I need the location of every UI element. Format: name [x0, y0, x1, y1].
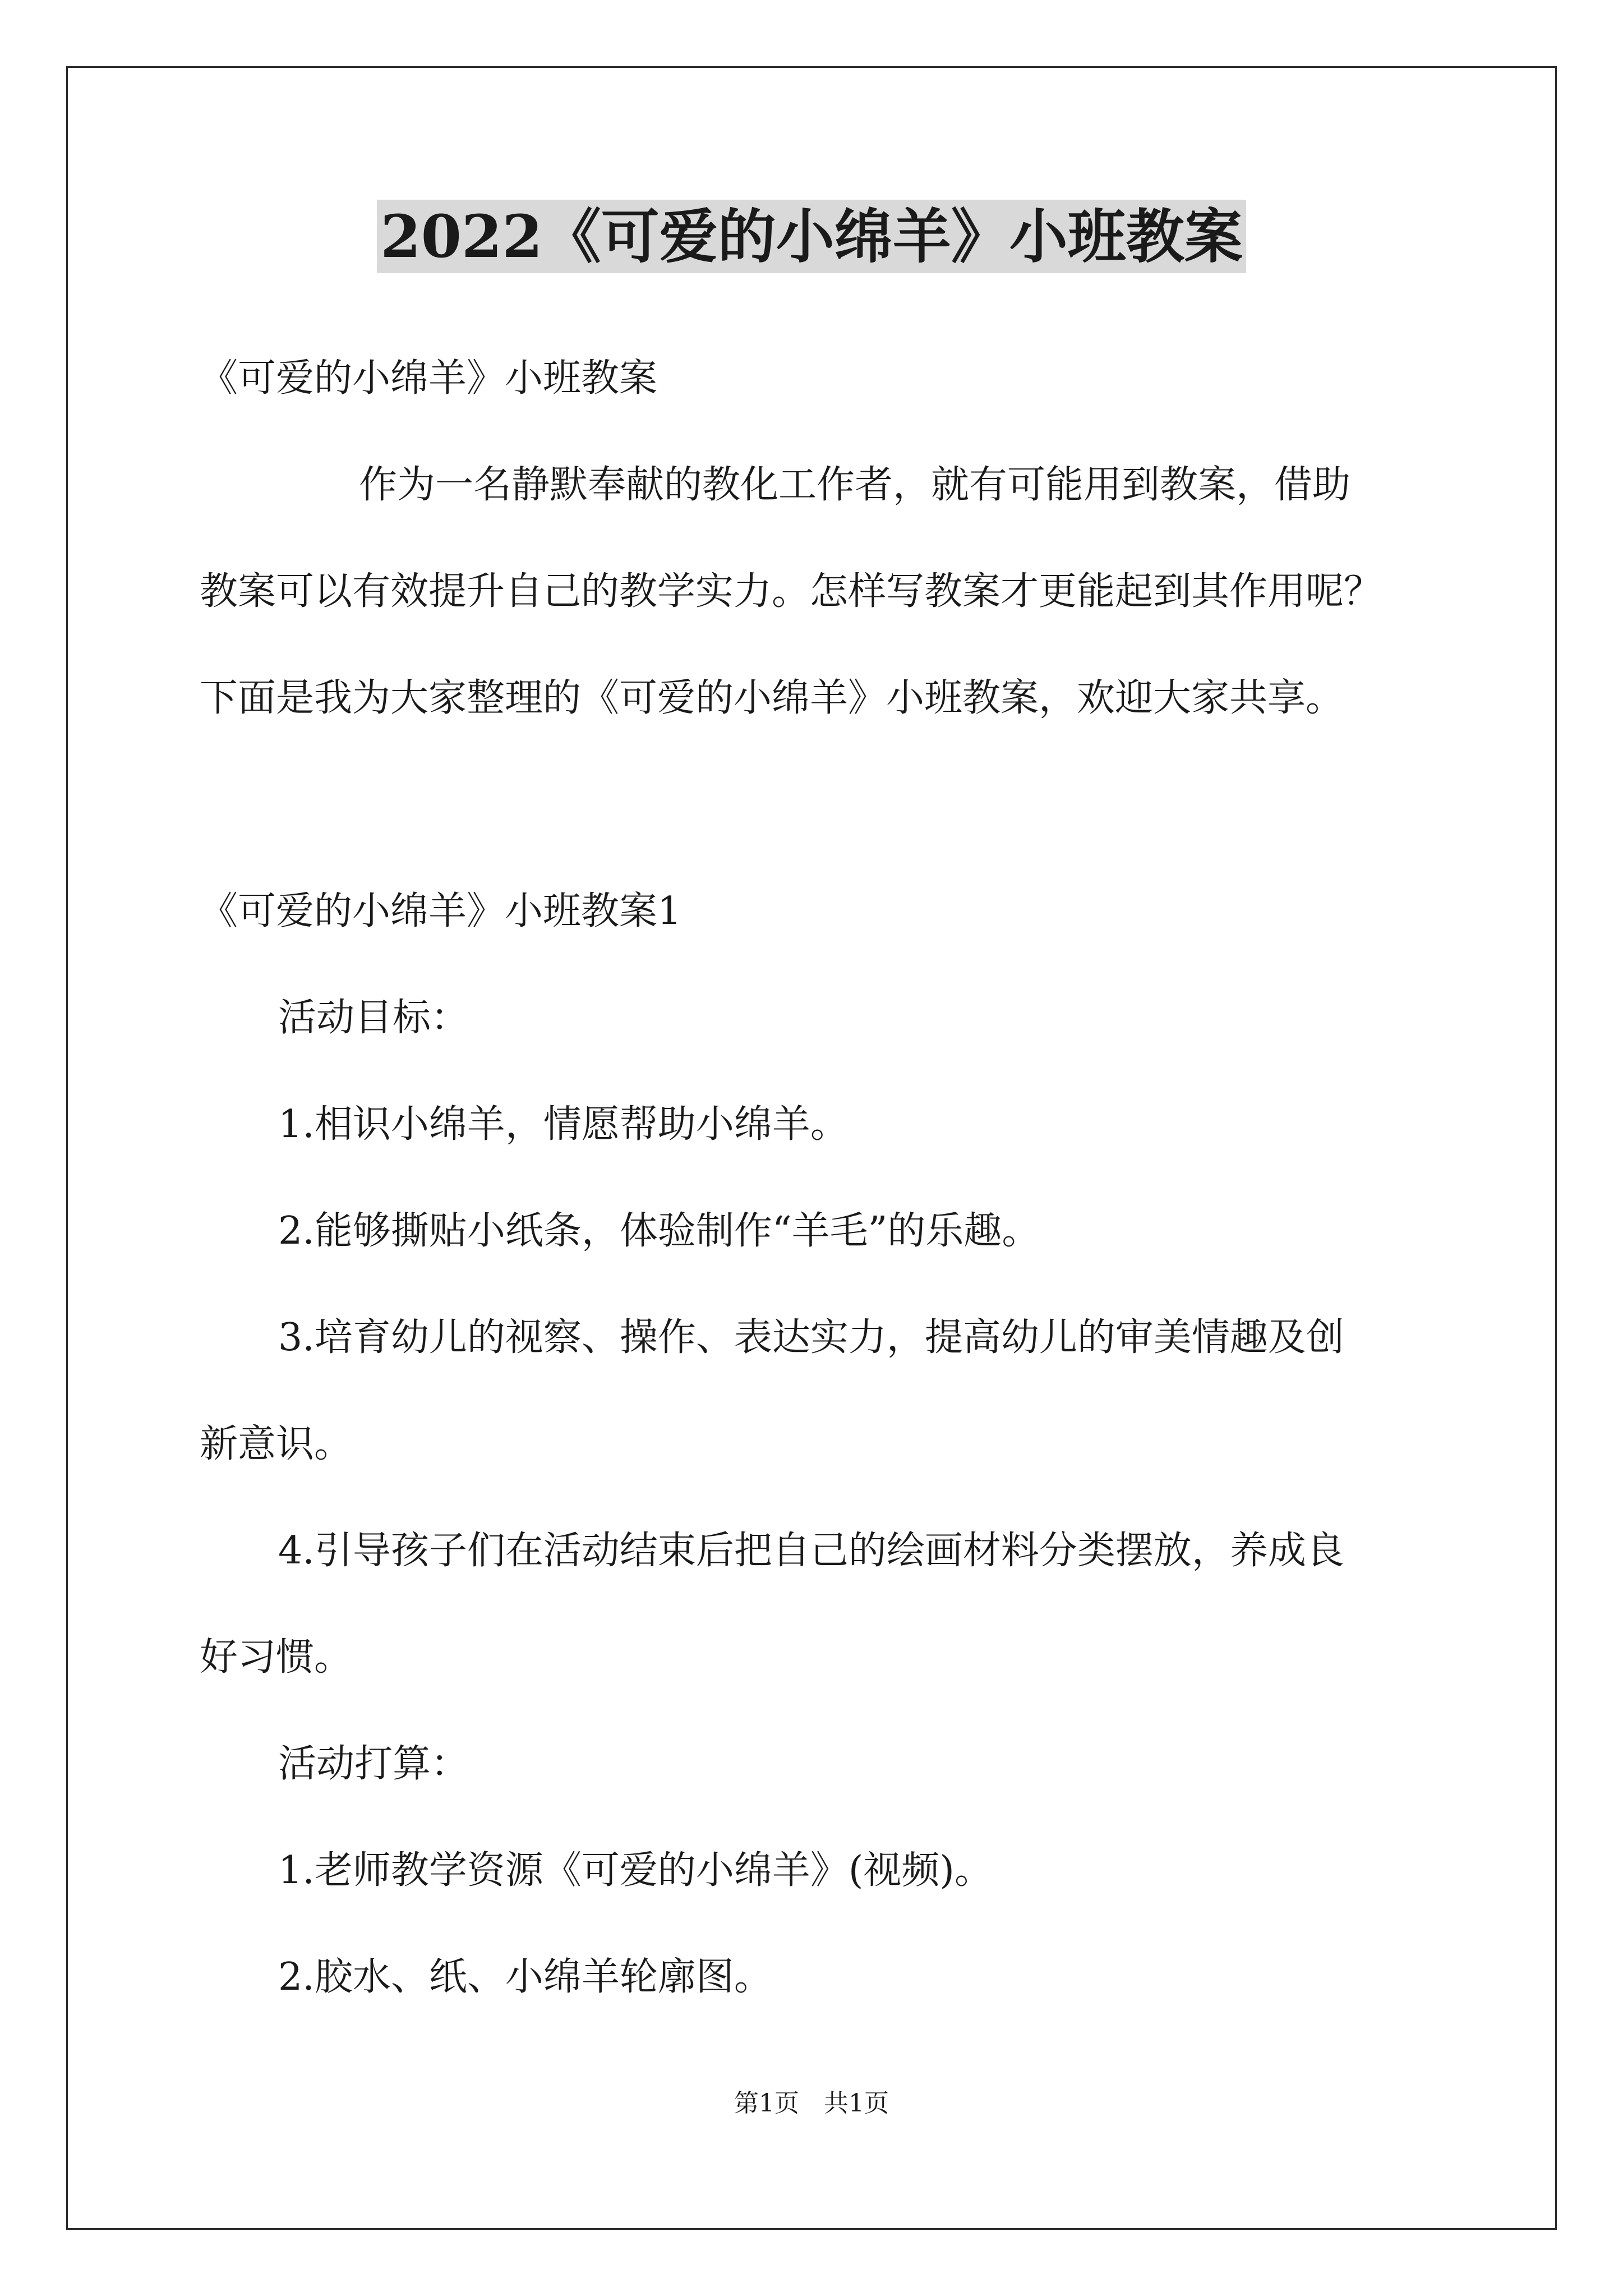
goal-item-4: 4.引导孩子们在活动结束后把自己的绘画材料分类摆放，养成良 [278, 1529, 1344, 1573]
goal-item-4-cont: 好习惯。 [200, 1635, 353, 1680]
goal-item-1: 1.相识小绵羊，情愿帮助小绵羊。 [278, 1102, 849, 1147]
subtitle-line: 《可爱的小绵羊》小班教案 [200, 356, 658, 401]
prep-item-2: 2.胶水、纸、小绵羊轮廓图。 [278, 1955, 772, 1999]
prep-heading: 活动打算： [278, 1742, 469, 1786]
goal-item-3: 3.培育幼儿的视察、操作、表达实力，提高幼儿的审美情趣及创 [278, 1315, 1344, 1360]
goal-item-2: 2.能够撕贴小纸条，体验制作“羊毛”的乐趣。 [278, 1209, 1040, 1253]
goals-heading: 活动目标： [278, 996, 469, 1040]
goal-item-3-cont: 新意识。 [200, 1422, 353, 1466]
section-heading: 《可爱的小绵羊》小班教案1 [200, 889, 682, 933]
prep-item-1: 1.老师教学资源《可爱的小绵羊》(视频)。 [278, 1848, 993, 1893]
intro-line-2: 教案可以有效提升自己的教学实力。怎样写教案才更能起到其作用呢？ [200, 569, 1382, 614]
document-title-text: 2022《可爱的小绵羊》小班教案 [377, 200, 1246, 273]
page-footer: 第1页 共1页 [734, 2089, 889, 2118]
intro-line-3: 下面是我为大家整理的《可爱的小绵羊》小班教案，欢迎大家共享。 [200, 676, 1344, 720]
document-title [0, 197, 1623, 276]
intro-line-1: 作为一名静默奉献的教化工作者，就有可能用到教案，借助 [359, 463, 1351, 507]
